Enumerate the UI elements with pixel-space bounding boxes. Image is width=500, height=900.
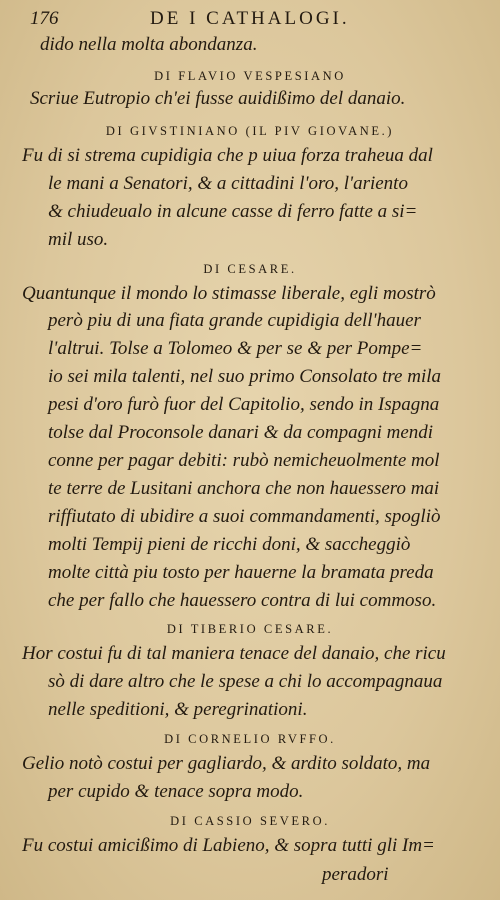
page-number: 176 [30, 8, 59, 29]
text-line: dido nella molta abondanza. [40, 34, 258, 55]
section-heading: DI CASSIO SEVERO. [170, 814, 330, 828]
text-line: Fu costui amicißimo di Labieno, & sopra tutti gli Im= [22, 835, 435, 856]
text-line: molte città piu tosto per hauerne la bramata preda [48, 562, 434, 583]
text-line: & chiudeualo in alcune casse di ferro fatte a si= [48, 201, 418, 222]
catchword: peradori [322, 864, 389, 885]
text-line: pesi d'oro furò fuor del Capitolio, sendo in Ispagna [48, 394, 440, 415]
text-line: sò di dare altro che le spese a chi lo accompagnaua [48, 671, 443, 692]
text-line: Fu di si strema cupidigia che p uiua forza traheua dal [22, 145, 433, 166]
text-line: te terre de Lusitani anchora che non hauessero mai [48, 478, 440, 499]
text-line: conne per pagar debiti: rubò nemicheuolmente mol [48, 450, 440, 471]
text-line: Gelio notò costui per gagliardo, & ardito soldato, ma [22, 753, 431, 774]
text-line: per cupido & tenace sopra modo. [48, 781, 304, 802]
running-title: DE I CATHALOGI. [150, 8, 350, 29]
text-line: mil uso. [48, 229, 109, 250]
text-line: io sei mila talenti, nel suo primo Consolato tre mila [48, 366, 442, 387]
text-line: Hor costui fu di tal maniera tenace del danaio, che ricu [22, 643, 446, 664]
text-line: nelle speditioni, & peregrinationi. [48, 699, 308, 720]
section-heading: DI CORNELIO RVFFO. [164, 732, 336, 746]
text-line: Scriue Eutropio ch'ei fusse auidißimo del danaio. [30, 88, 406, 109]
section-heading: DI CESARE. [203, 262, 297, 276]
text-line: riffiutato di ubidire a suoi commandamenti, spogliò [48, 506, 441, 527]
text-line: tolse dal Proconsole danari & da compagni mendi [48, 422, 434, 443]
text-line: le mani a Senatori, & a cittadini l'oro, l'ariento [48, 173, 408, 194]
section-heading: DI TIBERIO CESARE. [166, 622, 334, 636]
text-line: che per fallo che hauessero contra di lui commoso. [48, 590, 437, 611]
text-line: molti Tempij pieni de ricchi doni, & saccheggiò [48, 534, 411, 555]
text-line: però piu di una fiata grande cupidigia dell'hauer [48, 310, 421, 331]
section-heading: DI GIVSTINIANO (IL PIV GIOVANE.) [105, 124, 395, 138]
text-line: Quantunque il mondo lo stimasse liberale, egli mostrò [22, 283, 436, 304]
text-line: l'altrui. Tolse a Tolomeo & per se & per Pompe= [48, 338, 423, 359]
section-heading: DI FLAVIO VESPESIANO [154, 69, 346, 83]
page-header [30, 8, 470, 34]
